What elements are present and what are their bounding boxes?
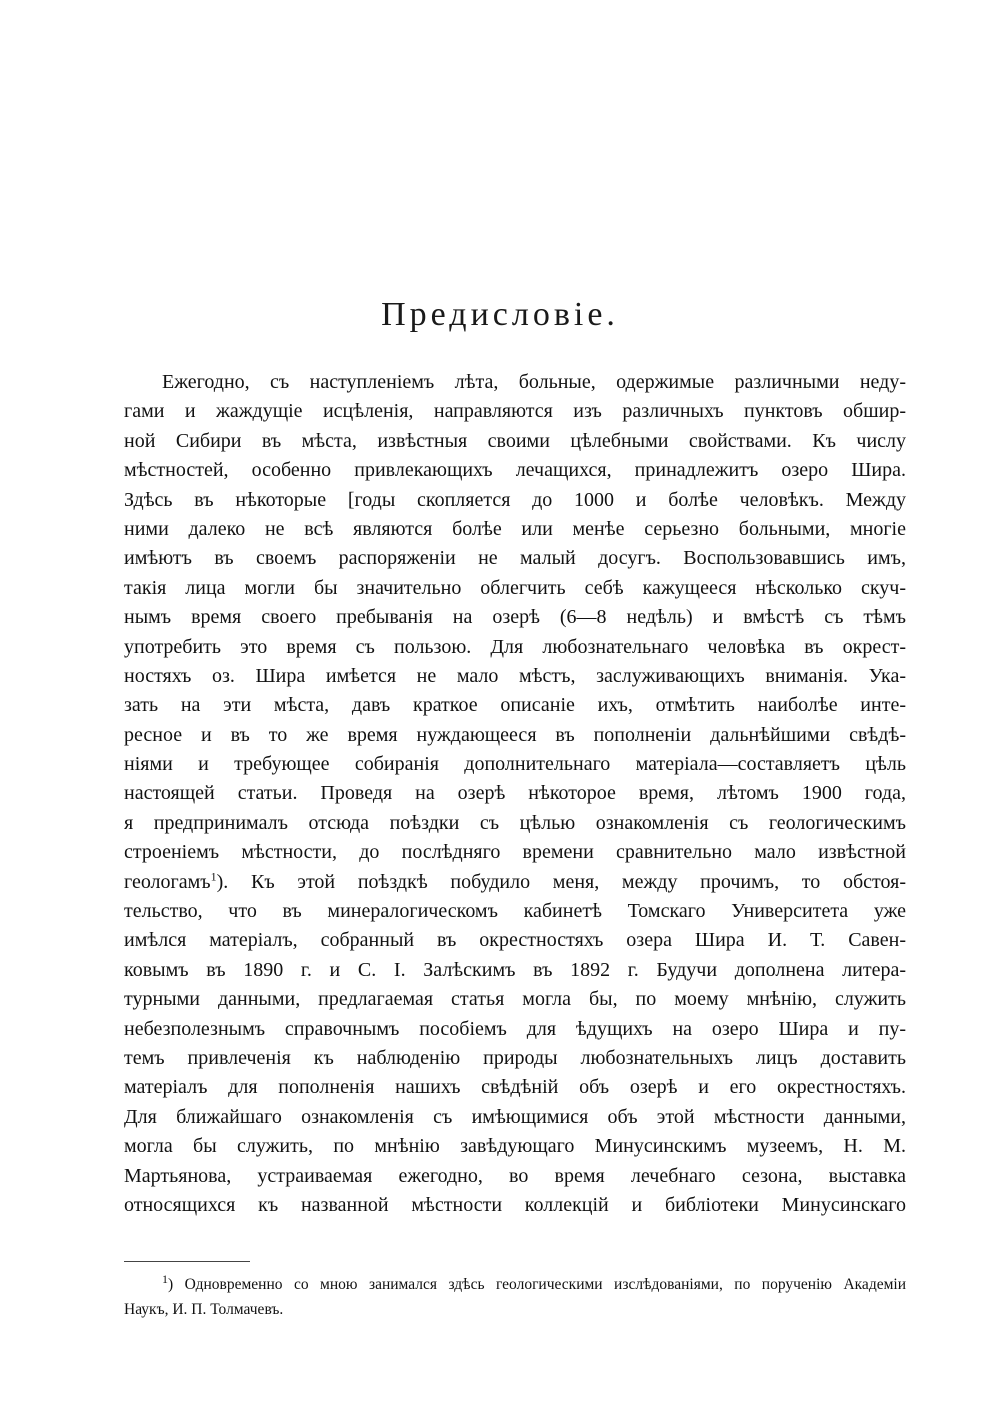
text-line: ной Сибири въ мѣста, извѣстныя своими цѣлебными свойствами. Къ числу [124, 429, 906, 452]
footnote-line [124, 1272, 906, 1297]
text-line: ковымъ въ 1890 г. и С. І. Залѣскимъ въ 1892 г. Будучи дополнена литера- [124, 958, 906, 981]
text-line: употребить это время съ пользою. Для любознательнаго человѣка въ окрест- [124, 635, 906, 658]
footnote-marker: 1 [162, 1272, 168, 1286]
text-line: матеріалъ для пополненія нашихъ свѣдѣній объ озерѣ и его окрестностяхъ. [124, 1076, 906, 1099]
text-line: турными данными, предлагаемая статья могла бы, по моему мнѣнію, служить [124, 988, 906, 1011]
text-line: относящихся къ названной мѣстности коллекцій и библіотеки Минусинскаго [124, 1193, 906, 1216]
text-line: ними далеко не всѣ являются болѣе или менѣе серьезно больными, многіе [124, 517, 906, 540]
text-line: я предпринималъ отсюда поѣздки съ цѣлью ознакомленія съ геологическимъ [124, 811, 906, 834]
footnote-text: ) Одновременно со мною занимался здѣсь геологическими изслѣдованіями, по порученію Академіи [168, 1276, 906, 1293]
text-line: гами и жаждущіе исцѣленія, направляются изъ различныхъ пунктовъ обшир- [124, 400, 906, 423]
text-line: темъ привлеченія къ наблюденію природы любознательныхъ лицъ доставить [124, 1046, 906, 1069]
text-line: зать на эти мѣста, давъ краткое описаніе ихъ, отмѣтить наиболѣе инте- [124, 694, 906, 717]
text-line: настоящей статьи. Проведя на озерѣ нѣкоторое время, лѣтомъ 1900 года, [124, 782, 906, 805]
text-line: небезполезнымъ справочнымъ пособіемъ для ѣдущихъ на озеро Шира и пу- [124, 1017, 906, 1040]
text-fragment: ). Къ этой поѣздкѣ побудило меня, между прочимъ, то обстоя- [216, 870, 906, 893]
footnote-reference: 1 [210, 868, 217, 883]
body-text [124, 368, 906, 1220]
text-line: тельство, что въ минералогическомъ кабинетѣ Томскаго Университета уже [124, 900, 906, 923]
text-line: нымъ время своего пребыванія на озерѣ (6—8 недѣль) и вмѣстѣ съ тѣмъ [124, 606, 906, 629]
text-line: имѣютъ въ своемъ распоряженіи не малый досугъ. Воспользовавшись имъ, [124, 547, 906, 570]
text-line: ностяхъ оз. Шира имѣется не мало мѣстъ, заслуживающихъ вниманія. Ука- [124, 664, 906, 687]
footnote-line: Наукъ, И. П. Толмачевъ. [124, 1301, 284, 1318]
text-line: строеніемъ мѣстности, до послѣдняго времени сравнительно мало извѣстной [124, 841, 906, 864]
text-line: ніями и требующее собиранія дополнительнаго матеріала—составляетъ цѣль [124, 753, 906, 776]
text-line: Мартьянова, устраиваемая ежегодно, во время лечебнаго сезона, выставка [124, 1164, 906, 1187]
text-line: Ежегодно, съ наступленіемъ лѣта, больные, одержимые различными неду- [162, 371, 906, 393]
text-line: мѣстностей, особенно привлекающихъ лечащихся, принадлежитъ озеро Шира. [124, 459, 906, 482]
text-line-with-footnote-ref [124, 868, 906, 897]
text-line: Для ближайшаго ознакомленія съ имѣющимися объ этой мѣстности данными, [124, 1105, 906, 1128]
text-fragment: геологамъ [124, 870, 211, 893]
footnote-divider [124, 1261, 250, 1262]
footnote [124, 1272, 906, 1322]
page-title: Предисловіе. [381, 296, 619, 333]
text-line: имѣлся матеріалъ, собранный въ окрестностяхъ озера Шира И. Т. Савен- [124, 929, 906, 952]
text-line: Здѣсь въ нѣкоторые [годы скопляется до 1000 и болѣе человѣкъ. Между [124, 488, 906, 511]
text-line: ресное и въ то же время нуждающееся въ пополненіи дальнѣйшими свѣдѣ- [124, 723, 906, 746]
text-line: могла бы служить, по мнѣнію завѣдующаго Минусинскимъ музеемъ, Н. М. [124, 1135, 906, 1158]
text-line: такія лица могли бы значительно облегчить себѣ кажущееся нѣсколько скуч- [124, 576, 906, 599]
